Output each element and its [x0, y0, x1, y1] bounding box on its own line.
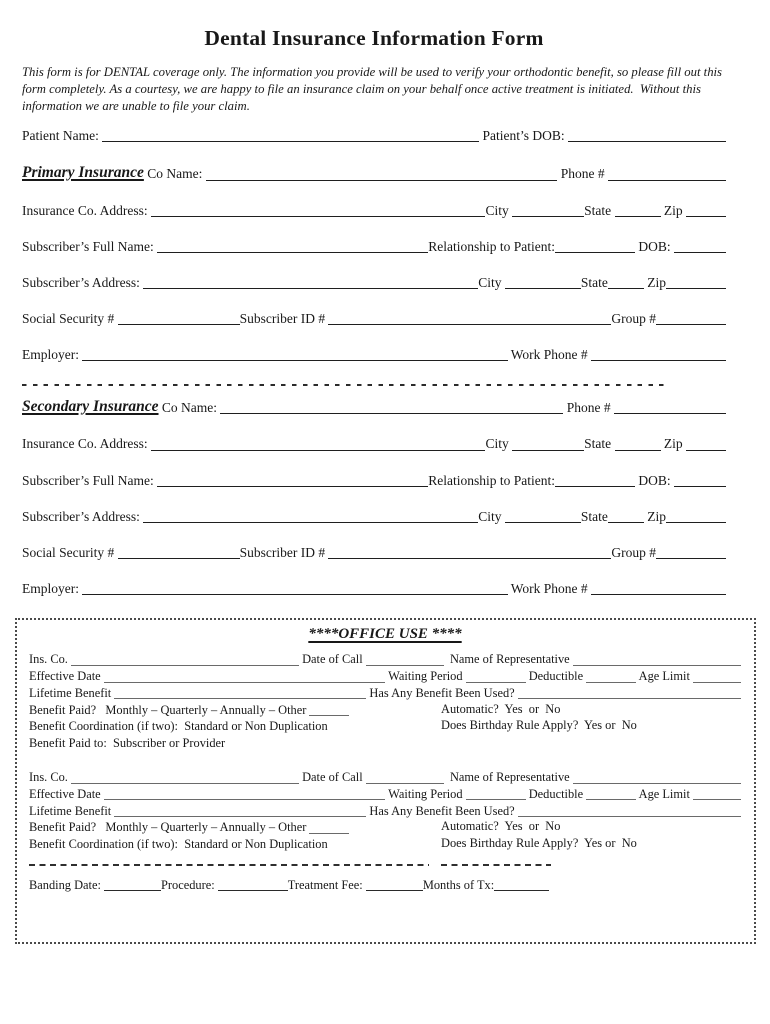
primary-subscriber-name-row	[22, 239, 726, 254]
primary-co-name-label: Co Name:	[143, 166, 206, 182]
secondary-subscriber-id-line[interactable]	[328, 556, 611, 559]
office1-representative-label: Name of Representative	[443, 652, 573, 667]
office1-representative-line[interactable]	[573, 663, 741, 666]
primary-subscriber-name-label: Subscriber’s Full Name:	[22, 238, 158, 254]
office2-effective-date-line[interactable]	[104, 797, 386, 800]
primary-subscriber-address-row	[22, 275, 726, 290]
months-of-tx-label: Months of Tx:	[422, 877, 495, 892]
secondary-city-label: City	[485, 436, 513, 452]
banding-row	[29, 876, 741, 893]
office2-date-of-call-line[interactable]	[366, 781, 444, 784]
secondary-employer-row	[22, 581, 726, 596]
office-use-heading: ****OFFICE USE ****	[308, 625, 462, 642]
secondary-subscriber-address-line[interactable]	[143, 520, 478, 523]
secondary-zip-label: Zip	[660, 436, 686, 452]
office1-ins-co-row	[29, 650, 741, 667]
patient-name-label: Patient Name:	[22, 128, 103, 144]
secondary-group-line[interactable]	[656, 556, 726, 559]
office1-deductible-label: Deductible	[525, 668, 587, 683]
secondary-relationship-line[interactable]	[555, 484, 635, 487]
secondary-subscriber-address-label: Subscriber’s Address:	[22, 508, 144, 524]
office2-lifetime-benefit-row	[29, 801, 741, 818]
office1-benefit-paid-label: Benefit Paid? Monthly – Quarterly – Annually – Other	[29, 702, 310, 717]
office2-waiting-period-label: Waiting Period	[385, 786, 466, 801]
primary-city2-line[interactable]	[505, 286, 581, 289]
office2-ins-co-label: Ins. Co.	[29, 769, 71, 784]
office2-representative-line[interactable]	[573, 781, 741, 784]
secondary-city2-label: City	[478, 508, 505, 524]
office2-birthday-rule-label: Does Birthday Rule Apply? Yes or No	[441, 836, 637, 851]
office2-lifetime-benefit-label: Lifetime Benefit	[29, 803, 115, 818]
office2-coordination-row	[29, 835, 741, 852]
banding-date-line[interactable]	[104, 888, 161, 891]
office1-birthday-rule-label: Does Birthday Rule Apply? Yes or No	[441, 718, 637, 733]
office1-coordination-label: Benefit Coordination (if two): Standard or Non Duplication	[29, 719, 328, 734]
treatment-fee-label: Treatment Fee:	[287, 877, 366, 892]
banding-date-label: Banding Date:	[29, 877, 105, 892]
office2-lifetime-benefit-line[interactable]	[114, 814, 366, 817]
patient-row	[22, 128, 726, 143]
office2-waiting-period-line[interactable]	[466, 797, 526, 800]
office2-ins-co-row	[29, 768, 741, 785]
primary-zip2-label: Zip	[643, 274, 666, 290]
primary-employer-line[interactable]	[82, 358, 507, 361]
primary-state-line[interactable]	[615, 214, 661, 217]
office1-lifetime-benefit-line[interactable]	[114, 696, 366, 699]
secondary-work-phone-line[interactable]	[591, 592, 726, 595]
office1-effective-date-label: Effective Date	[29, 668, 104, 683]
secondary-city2-line[interactable]	[505, 520, 581, 523]
primary-city2-label: City	[478, 274, 505, 290]
secondary-phone-line[interactable]	[614, 411, 726, 414]
primary-subscriber-address-label: Subscriber’s Address:	[22, 274, 144, 290]
primary-relationship-label: Relationship to Patient:	[428, 238, 555, 254]
secondary-employer-line[interactable]	[82, 592, 507, 595]
office2-age-limit-label: Age Limit	[636, 786, 693, 801]
office1-benefit-paid-row	[29, 700, 741, 717]
primary-insurance-heading: Primary Insurance	[22, 164, 144, 182]
primary-group-label: Group #	[611, 310, 656, 326]
office1-age-limit-label: Age Limit	[636, 668, 693, 683]
office1-effective-date-line[interactable]	[104, 680, 386, 683]
primary-state2-line[interactable]	[608, 286, 644, 289]
office-use-heading-row	[29, 626, 741, 643]
office1-waiting-period-line[interactable]	[466, 680, 526, 683]
office2-benefit-paid-other-line[interactable]	[309, 831, 349, 834]
secondary-dob-label: DOB:	[634, 472, 674, 488]
primary-group-line[interactable]	[656, 322, 726, 325]
office1-ins-co-label: Ins. Co.	[29, 652, 71, 667]
secondary-state2-label: State	[580, 508, 608, 524]
secondary-subscriber-name-label: Subscriber’s Full Name:	[22, 472, 158, 488]
secondary-state-label: State	[584, 436, 615, 452]
secondary-dob-line[interactable]	[674, 484, 726, 487]
primary-city-line[interactable]	[512, 214, 584, 217]
primary-employer-label: Employer:	[22, 346, 83, 362]
office1-waiting-period-label: Waiting Period	[385, 668, 466, 683]
secondary-zip-line[interactable]	[686, 448, 726, 451]
primary-dob-label: DOB:	[634, 238, 674, 254]
primary-subscriber-name-line[interactable]	[157, 250, 428, 253]
office2-deductible-line[interactable]	[586, 797, 636, 800]
office2-coordination-label: Benefit Coordination (if two): Standard or Non Duplication	[29, 837, 328, 852]
primary-work-phone-line[interactable]	[591, 358, 726, 361]
secondary-subscriber-address-row	[22, 509, 726, 524]
primary-address-line[interactable]	[151, 214, 486, 217]
section-divider	[22, 384, 667, 386]
primary-state2-label: State	[580, 274, 608, 290]
office1-deductible-line[interactable]	[586, 680, 636, 683]
secondary-state2-line[interactable]	[608, 520, 644, 523]
primary-address-label: Insurance Co. Address:	[22, 202, 151, 218]
office-block-1	[29, 650, 741, 751]
secondary-subscriber-id-label: Subscriber ID #	[239, 544, 329, 560]
secondary-ssn-row	[22, 545, 726, 560]
patient-dob-label: Patient’s DOB:	[479, 128, 568, 144]
secondary-co-name-label: Co Name:	[158, 400, 221, 416]
office1-effective-date-row	[29, 667, 741, 684]
office2-effective-date-label: Effective Date	[29, 786, 104, 801]
office2-benefit-used-line[interactable]	[518, 814, 741, 817]
primary-city-label: City	[485, 202, 513, 218]
office2-benefit-used-label: Has Any Benefit Been Used?	[366, 803, 518, 818]
primary-phone-label: Phone #	[557, 166, 608, 182]
primary-co-name-line[interactable]	[206, 178, 558, 181]
primary-ssn-label: Social Security #	[22, 310, 118, 326]
secondary-insurance-heading: Secondary Insurance	[22, 398, 159, 416]
office1-date-of-call-line[interactable]	[366, 663, 444, 666]
primary-subscriber-id-line[interactable]	[328, 322, 611, 325]
office1-age-limit-line[interactable]	[693, 680, 741, 683]
office-use-box	[15, 618, 756, 944]
secondary-city-line[interactable]	[512, 448, 584, 451]
patient-name-line[interactable]	[102, 139, 479, 142]
secondary-address-line[interactable]	[151, 448, 486, 451]
secondary-employer-label: Employer:	[22, 580, 83, 596]
office2-age-limit-line[interactable]	[693, 797, 741, 800]
primary-phone-line[interactable]	[608, 178, 726, 181]
form-intro: This form is for DENTAL coverage only. The information you provide will be used to verify your orthodontic benefit, so please fill out this form completely. As a courtesy, we are happy to file an insurance claim on your behalf once active treatment is initiated. Without this information we are unable to file your claim.	[22, 65, 726, 114]
office-dashed-divider-segment-short	[441, 864, 551, 866]
secondary-zip2-label: Zip	[643, 508, 666, 524]
primary-state-label: State	[584, 202, 615, 218]
office2-ins-co-line[interactable]	[71, 781, 299, 784]
office2-representative-label: Name of Representative	[443, 769, 573, 784]
primary-zip2-line[interactable]	[666, 286, 726, 289]
office2-benefit-paid-label: Benefit Paid? Monthly – Quarterly – Annually – Other	[29, 820, 310, 835]
office2-automatic-label: Automatic? Yes or No	[441, 819, 561, 834]
secondary-work-phone-label: Work Phone #	[507, 580, 591, 596]
patient-dob-line[interactable]	[568, 139, 726, 142]
secondary-address-label: Insurance Co. Address:	[22, 436, 151, 452]
secondary-heading-row	[22, 398, 726, 415]
office1-paid-to-label: Benefit Paid to: Subscriber or Provider	[29, 736, 226, 751]
primary-relationship-line[interactable]	[555, 250, 635, 253]
primary-address-row	[22, 203, 726, 218]
office1-automatic-label: Automatic? Yes or No	[441, 701, 561, 716]
secondary-ssn-line[interactable]	[118, 556, 240, 559]
office1-lifetime-benefit-row	[29, 684, 741, 701]
office2-deductible-label: Deductible	[525, 786, 587, 801]
secondary-phone-label: Phone #	[563, 400, 614, 416]
secondary-ssn-label: Social Security #	[22, 544, 118, 560]
procedure-line[interactable]	[218, 888, 288, 891]
page-title: Dental Insurance Information Form	[204, 26, 544, 50]
office-block-2	[29, 768, 741, 852]
secondary-address-row	[22, 436, 726, 451]
primary-ssn-row	[22, 311, 726, 326]
primary-work-phone-label: Work Phone #	[507, 346, 591, 362]
primary-employer-row	[22, 347, 726, 362]
secondary-co-name-line[interactable]	[220, 411, 563, 414]
office1-benefit-used-line[interactable]	[518, 696, 741, 699]
office1-coordination-row	[29, 717, 741, 734]
office1-paid-to-row	[29, 734, 741, 751]
office2-benefit-paid-row	[29, 818, 741, 835]
office-dashed-divider	[29, 864, 741, 866]
secondary-state-line[interactable]	[615, 448, 661, 451]
office1-benefit-paid-other-line[interactable]	[309, 713, 349, 716]
office2-date-of-call-label: Date of Call	[299, 769, 366, 784]
office1-lifetime-benefit-label: Lifetime Benefit	[29, 685, 115, 700]
primary-subscriber-id-label: Subscriber ID #	[239, 310, 329, 326]
primary-ssn-line[interactable]	[118, 322, 240, 325]
office1-ins-co-line[interactable]	[71, 663, 299, 666]
secondary-subscriber-name-line[interactable]	[157, 484, 428, 487]
secondary-subscriber-name-row	[22, 473, 726, 488]
treatment-fee-line[interactable]	[366, 888, 423, 891]
primary-zip-label: Zip	[660, 202, 686, 218]
office-dashed-divider-segment-long	[29, 864, 429, 866]
office1-date-of-call-label: Date of Call	[299, 652, 366, 667]
secondary-zip2-line[interactable]	[666, 520, 726, 523]
months-of-tx-line[interactable]	[494, 888, 549, 891]
primary-heading-row	[22, 164, 726, 181]
primary-subscriber-address-line[interactable]	[143, 286, 478, 289]
procedure-label: Procedure:	[161, 877, 218, 892]
office1-benefit-used-label: Has Any Benefit Been Used?	[366, 685, 518, 700]
secondary-relationship-label: Relationship to Patient:	[428, 472, 555, 488]
office2-effective-date-row	[29, 785, 741, 802]
primary-zip-line[interactable]	[686, 214, 726, 217]
primary-dob-line[interactable]	[674, 250, 726, 253]
secondary-group-label: Group #	[611, 544, 656, 560]
